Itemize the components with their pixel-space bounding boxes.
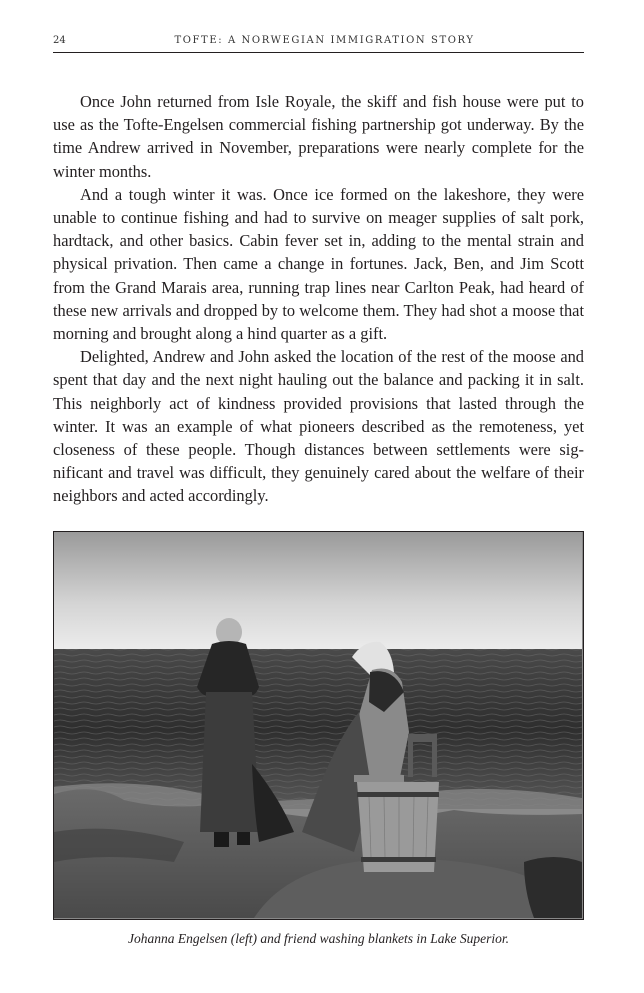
paragraph: Once John returned from Isle Royale, the skiff and fish house were put to use as the Tofte-Engelsen commercial fishing partnership got underway. By the time Andrew arrived in November, preparations were nearly complete for the winter months.: [53, 92, 584, 181]
paragraph: And a tough winter it was. Once ice formed on the lakeshore, they were unable to continue fishing and had to survive on meager supplies of salt pork, hardtack, and other basics. Cabin fever set in, adding to the mental strain and physical privation. Then came a change in fortunes. Jack, Ben, and Jim Scott from the Grand Marais area, running trap lines near Carlton Peak, had heard of these new arrivals and dropped by to welcome them. They had shot a moose that morning and brought along a hind quarter as a gift.: [53, 184, 584, 344]
photo-caption: Johanna Engelsen (left) and friend washing blankets in Lake Superior.: [128, 931, 509, 946]
body-text: [53, 90, 584, 508]
running-head: [53, 34, 584, 53]
running-title: TOFTE: A NORWEGIAN IMMIGRATION STORY: [174, 35, 475, 46]
photograph: [53, 531, 584, 920]
page-number: 24: [53, 35, 66, 46]
lakeshore-photo-illustration: [54, 532, 582, 918]
paragraph: Delighted, Andrew and John asked the location of the rest of the moose and spent that day and the next night hauling out the balance and packing it in salt. This neighborly act of kindness provided provisions that lasted through the winter. It was an example of what pioneers described as the remoteness, yet closeness of these people. Though distances between settlements were significant and travel was difficult, they genuinely cared about the welfare of their neighbors and acted accordingly.: [53, 347, 584, 506]
